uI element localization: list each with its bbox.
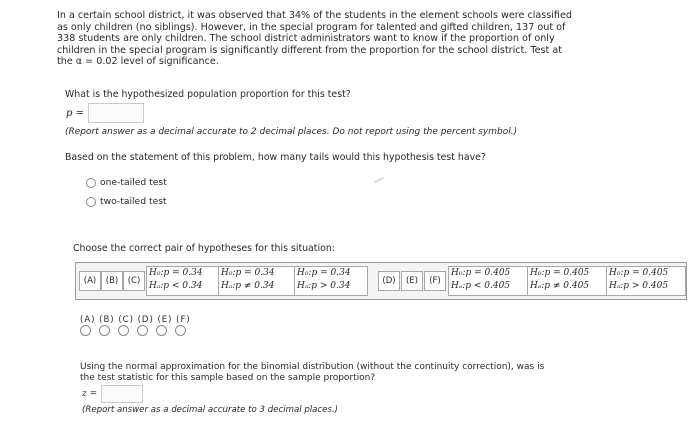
radio-d[interactable]	[137, 325, 148, 336]
label-e: (E)	[401, 271, 423, 291]
radio-f[interactable]	[175, 325, 186, 336]
radio-two-tailed[interactable]	[86, 197, 96, 207]
proportion-answer-row	[66, 103, 144, 123]
decorative-mark	[374, 177, 384, 183]
option-one-tailed-label: one-tailed test	[100, 177, 167, 188]
z-answer-row	[82, 385, 143, 403]
label-a: (A)	[79, 271, 101, 291]
choice-radio-group	[80, 325, 194, 336]
p-label: p =	[66, 107, 84, 119]
hypothesis-cell: H₀:p = 0.34 Hₐ:p ≠ 0.34	[218, 266, 296, 296]
radio-c[interactable]	[118, 325, 129, 336]
radio-a[interactable]	[80, 325, 91, 336]
radio-one-tailed[interactable]	[86, 178, 96, 188]
hypothesis-cell: H₀:p = 0.34 Hₐ:p > 0.34	[294, 266, 368, 296]
label-d: (D)	[378, 271, 400, 291]
option-one-tailed[interactable]	[86, 177, 167, 188]
label-c: (C)	[123, 271, 145, 291]
question-proportion: What is the hypothesized population proportion for this test?	[65, 89, 351, 100]
option-two-tailed-label: two-tailed test	[100, 196, 167, 207]
z-label: z =	[82, 389, 98, 399]
z-input[interactable]	[101, 385, 143, 403]
problem-statement: In a certain school district, it was observed that 34% of the students in the element schools were classified as only children (no siblings). However, in the special program for talented and gifted children, 137 out of 338 students are only children. The school district administrators want to know if the proportion of only children in the special program is significantly different from the proportion for the school district. Test at the α = 0.02 level of significance.	[57, 10, 572, 68]
label-b: (B)	[101, 271, 123, 291]
z-note: (Report answer as a decimal accurate to 3 decimal places.)	[82, 405, 339, 415]
hypothesis-cell: H₀:p = 0.405 Hₐ:p < 0.405	[448, 266, 528, 296]
choice-labels: (A) (B) (C) (D) (E) (F)	[80, 315, 191, 325]
hypothesis-cell: H₀:p = 0.34 Hₐ:p < 0.34	[146, 266, 220, 296]
question-tails: Based on the statement of this problem, how many tails would this hypothesis test have?	[65, 152, 486, 163]
radio-b[interactable]	[99, 325, 110, 336]
label-f: (F)	[424, 271, 446, 291]
proportion-note: (Report answer as a decimal accurate to 2 decimal places. Do not report using the percent symbol.)	[65, 127, 518, 137]
option-two-tailed[interactable]	[86, 196, 167, 207]
proportion-input[interactable]	[88, 103, 144, 123]
hypothesis-cell: H₀:p = 0.405 Hₐ:p > 0.405	[606, 266, 686, 296]
question-hypotheses: Choose the correct pair of hypotheses for this situation:	[73, 243, 335, 254]
radio-e[interactable]	[156, 325, 167, 336]
question-test-statistic: Using the normal approximation for the binomial distribution (without the continuity correction), was is the test statistic for this sample based on the sample proportion?	[80, 362, 545, 383]
hypotheses-table	[75, 262, 687, 300]
hypothesis-cell: H₀:p = 0.405 Hₐ:p ≠ 0.405	[527, 266, 607, 296]
